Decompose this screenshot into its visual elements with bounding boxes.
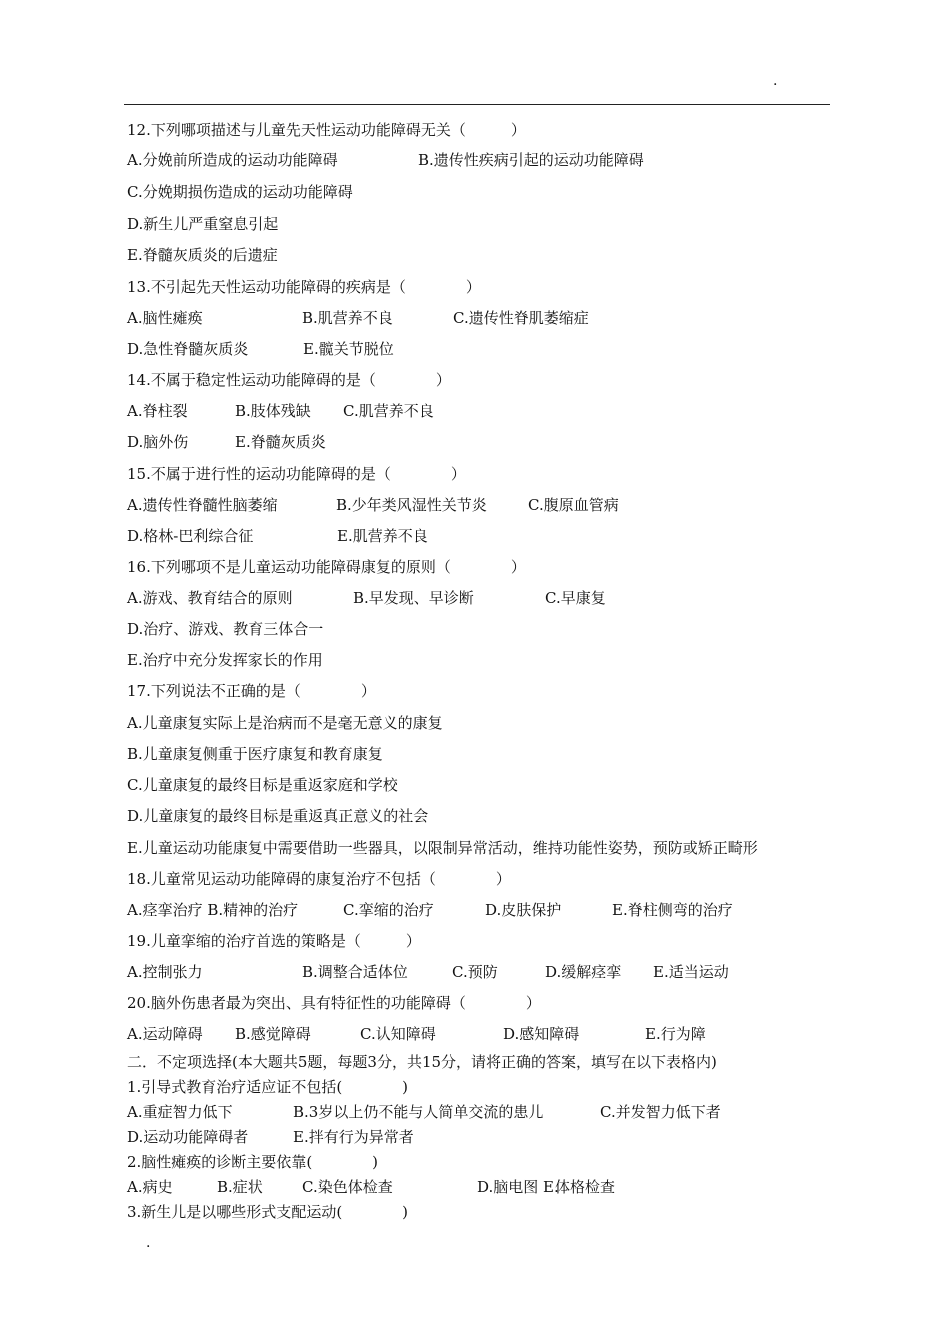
line-segment: D.格林-巴利综合征	[127, 527, 254, 545]
line-segment: B.肌营养不良	[302, 309, 393, 327]
header-rule	[124, 104, 830, 105]
line-segment: A.重症智力低下	[127, 1103, 233, 1121]
line-segment: A.游戏、教育结合的原则	[127, 589, 293, 607]
line-segment: C.早康复	[545, 589, 606, 607]
line-segment: E.儿童运动功能康复中需要借助一些器具，以限制异常活动，维持功能性姿势，预防或矫正畸形	[127, 839, 758, 857]
line-segment: E.治疗中充分发挥家长的作用	[127, 651, 323, 669]
line-segment: E.脊髓灰质炎的后遗症	[127, 246, 278, 264]
line-segment: B.调整合适体位	[302, 963, 408, 981]
line-segment: D.感知障碍	[503, 1025, 580, 1043]
line-segment: D.急性脊髓灰质炎	[127, 340, 249, 358]
line-segment: 15.不属于进行性的运动功能障碍的是（ ）	[127, 465, 466, 483]
line-segment: 19.儿童挛缩的治疗首选的策略是（ ）	[127, 932, 421, 950]
line-segment: 体格检查	[555, 1178, 616, 1196]
line-segment: 14.不属于稳定性运动功能障碍的是（ ）	[127, 371, 451, 389]
line-segment: 12.下列哪项描述与儿童先天性运动功能障碍无关（ ）	[127, 121, 526, 139]
line-segment: D.脑电图 E.	[477, 1178, 559, 1196]
line-segment: A.运动障碍	[127, 1025, 203, 1043]
line-segment: 2.脑性瘫痪的诊断主要依靠( )	[127, 1153, 379, 1171]
line-segment: D.运动功能障碍者	[127, 1128, 249, 1146]
line-segment: A.分娩前所造成的运动功能障碍	[127, 151, 338, 169]
line-segment: C.预防	[452, 963, 498, 981]
line-segment: E.肌营养不良	[337, 527, 428, 545]
line-segment: 20.脑外伤患者最为突出、具有特征性的功能障碍（ ）	[127, 994, 541, 1012]
line-segment: A.痉挛治疗 B.精神的治疗	[127, 901, 299, 919]
line-segment: E.拌有行为异常者	[293, 1128, 414, 1146]
line-segment: B.肢体残缺	[235, 402, 311, 420]
line-segment: E.脊柱侧弯的治疗	[612, 901, 733, 919]
line-segment: C.染色体检查	[302, 1178, 393, 1196]
line-segment: B.早发现、早诊断	[353, 589, 474, 607]
line-segment: B.感觉障碍	[235, 1025, 311, 1043]
line-segment: A.遗传性脊髓性脑萎缩	[127, 496, 278, 514]
line-segment: A.病史	[127, 1178, 173, 1196]
line-segment: C.腹原血管病	[528, 496, 619, 514]
line-segment: C.分娩期损伤造成的运动功能障碍	[127, 183, 353, 201]
footer-mark: .	[146, 1235, 151, 1251]
line-segment: C.遗传性脊肌萎缩症	[453, 309, 589, 327]
line-segment: D.新生儿严重窒息引起	[127, 215, 279, 233]
line-segment: 3.新生儿是以哪些形式支配运动( )	[127, 1203, 409, 1221]
line-segment: 17.下列说法不正确的是（ ）	[127, 682, 376, 700]
line-segment: C.认知障碍	[360, 1025, 436, 1043]
line-segment: E.髋关节脱位	[303, 340, 394, 358]
line-segment: D.缓解痉挛	[545, 963, 622, 981]
line-segment: D.儿童康复的最终目标是重返真正意义的社会	[127, 807, 429, 825]
line-segment: A.脑性瘫痪	[127, 309, 203, 327]
line-segment: C.挛缩的治疗	[343, 901, 434, 919]
line-segment: D.脑外伤	[127, 433, 189, 451]
line-segment: B.儿童康复侧重于医疗康复和教育康复	[127, 745, 383, 763]
line-segment: B.3岁以上仍不能与人简单交流的患儿	[293, 1103, 544, 1121]
line-segment: D.治疗、游戏、教育三体合一	[127, 620, 324, 638]
line-segment: E.行为障	[645, 1025, 706, 1043]
line-segment: 18.儿童常见运动功能障碍的康复治疗不包括（ ）	[127, 870, 511, 888]
line-segment: A.控制张力	[127, 963, 203, 981]
line-segment: D.皮肤保护	[485, 901, 562, 919]
line-segment: 二．不定项选择(本大题共5题，每题3分，共15分，请将正确的答案，填写在以下表格内)	[127, 1053, 717, 1071]
line-segment: B.症状	[217, 1178, 263, 1196]
line-segment: C.儿童康复的最终目标是重返家庭和学校	[127, 776, 398, 794]
line-segment: C.肌营养不良	[343, 402, 434, 420]
line-segment: A.脊柱裂	[127, 402, 188, 420]
line-segment: B.遗传性疾病引起的运动功能障碍	[418, 151, 644, 169]
line-segment: C.并发智力低下者	[600, 1103, 721, 1121]
header-mark: .	[773, 73, 778, 89]
line-segment: B.少年类风湿性关节炎	[336, 496, 487, 514]
line-segment: E.脊髓灰质炎	[235, 433, 326, 451]
line-segment: 13.不引起先天性运动功能障碍的疾病是（ ）	[127, 278, 481, 296]
line-segment: 1.引导式教育治疗适应证不包括( )	[127, 1078, 409, 1096]
line-segment: E.适当运动	[653, 963, 729, 981]
line-segment: A.儿童康复实际上是治病而不是毫无意义的康复	[127, 714, 443, 732]
line-segment: 16.下列哪项不是儿童运动功能障碍康复的原则（ ）	[127, 558, 526, 576]
